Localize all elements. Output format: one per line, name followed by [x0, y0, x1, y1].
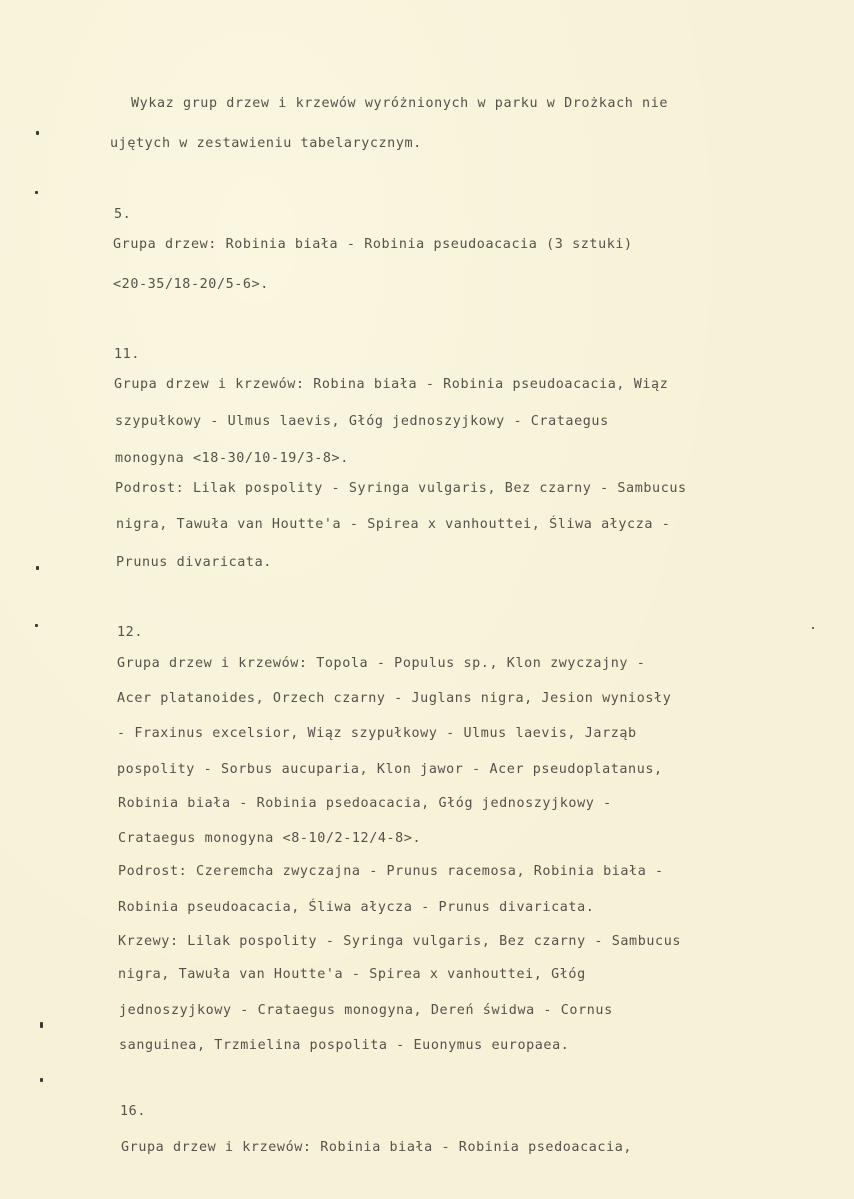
section-12-line-1: Grupa drzew i krzewów: Topola - Populus sp., Klon zwyczajny - [117, 656, 646, 671]
section-5-line-2: <20-35/18-20/5-6>. [113, 277, 269, 292]
margin-mark [35, 191, 38, 194]
section-number-12: 12. [117, 625, 143, 640]
section-number-5: 5. [114, 207, 132, 222]
section-11-line-2: szypułkowy - Ulmus laevis, Głóg jednoszyjkowy - Crataegus [115, 414, 609, 429]
margin-mark [36, 566, 39, 570]
intro-line-1: Wykaz grup drzew i krzewów wyróżnionych w parku w Drożkach nie [131, 96, 669, 111]
section-12-line-12: sanguinea, Trzmielina pospolita - Euonymus europaea. [119, 1038, 570, 1053]
section-12-line-10: nigra, Tawuła van Houtte'a - Spirea x vanhouttei, Głóg [118, 967, 586, 982]
margin-mark [812, 627, 814, 629]
section-11-line-1: Grupa drzew i krzewów: Robina biała - Robinia pseudoacacia, Wiąz [114, 377, 669, 392]
section-number-16: 16. [120, 1104, 146, 1119]
section-11-line-5: nigra, Tawuła van Houtte'a - Spirea x vanhouttei, Śliwa ałycza - [116, 517, 671, 532]
section-12-line-6: Crataegus monogyna <8-10/2-12/4-8>. [118, 831, 422, 846]
section-12-line-4: pospolity - Sorbus aucuparia, Klon jawor - Acer pseudoplatanus, [117, 762, 663, 777]
section-12-line-11: jednoszyjkowy - Crataegus monogyna, Dereń świdwa - Cornus [119, 1003, 613, 1018]
section-12-line-5: Robinia biała - Robinia psedoacacia, Głóg jednoszyjkowy - [118, 796, 612, 811]
section-12-line-8: Robinia pseudoacacia, Śliwa ałycza - Prunus divaricata. [118, 900, 595, 915]
section-11-line-3: monogyna <18-30/10-19/3-8>. [115, 451, 349, 466]
margin-mark [40, 1078, 43, 1082]
section-11-line-6: Prunus divaricata. [116, 555, 272, 570]
section-number-11: 11. [114, 347, 140, 362]
section-5-line-1: Grupa drzew: Robinia biała - Robinia pseudoacacia (3 sztuki) [113, 237, 633, 252]
section-12-line-3: - Fraxinus excelsior, Wiąz szypułkowy - Ulmus laevis, Jarząb [117, 726, 637, 741]
margin-mark [40, 1022, 43, 1028]
section-11-line-4: Podrost: Lilak pospolity - Syringa vulgaris, Bez czarny - Sambucus [115, 481, 687, 496]
intro-line-2: ujętych w zestawieniu tabelarycznym. [110, 136, 422, 151]
section-16-line-1: Grupa drzew i krzewów: Robinia biała - Robinia psedoacacia, [121, 1140, 633, 1155]
section-12-line-9: Krzewy: Lilak pospolity - Syringa vulgaris, Bez czarny - Sambucus [118, 934, 682, 949]
margin-mark [35, 624, 38, 627]
section-12-line-7: Podrost: Czeremcha zwyczajna - Prunus racemosa, Robinia biała - [118, 864, 664, 879]
margin-mark [36, 131, 39, 135]
section-12-line-2: Acer platanoides, Orzech czarny - Juglans nigra, Jesion wyniosły [117, 691, 672, 706]
